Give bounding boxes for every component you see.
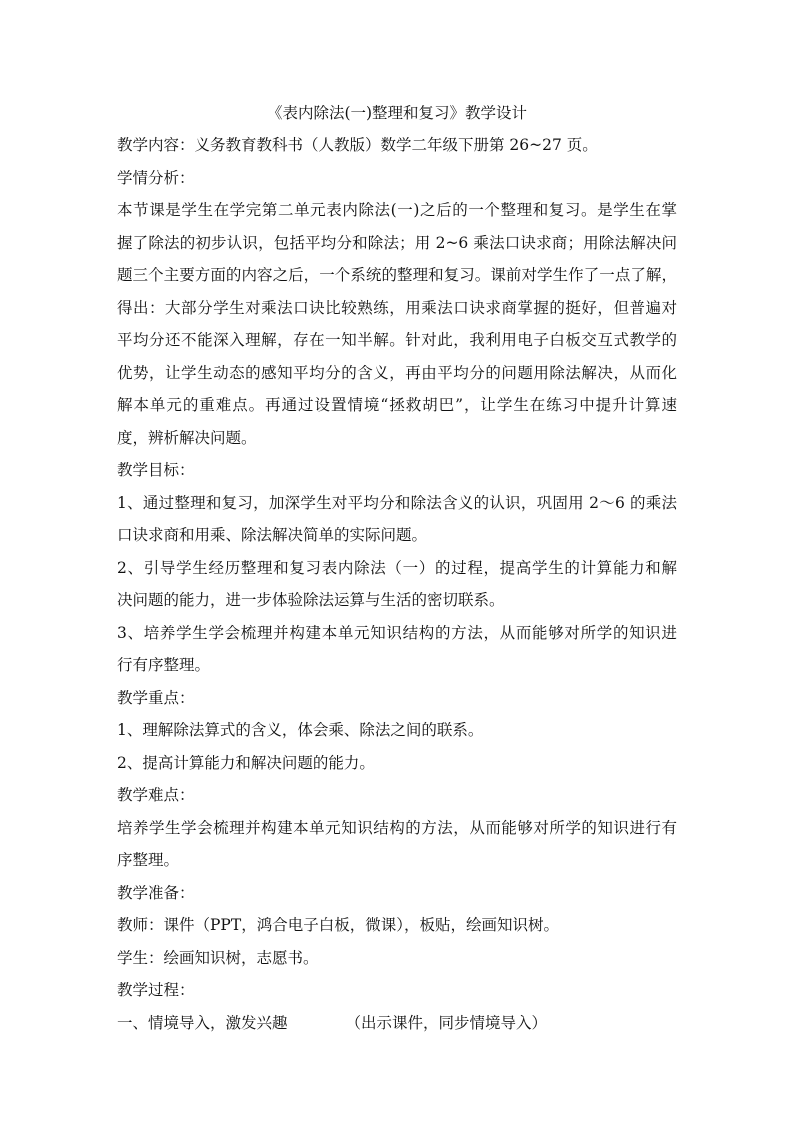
key-point-1: 1、理解除法算式的含义，体会乘、除法之间的联系。: [117, 721, 484, 739]
goal-2-line: 决问题的能力，进一步体验除法运算与生活的密切联系。: [117, 591, 505, 609]
document-body: [117, 129, 677, 1039]
analysis-line: 得出：大部分学生对乘法口诀比较熟练，用乘法口诀求商掌握的挺好，但普遍对: [117, 298, 677, 317]
key-points-heading: 教学重点：: [117, 688, 195, 707]
goal-2-line: 2、引导学生经历整理和复习表内除法（一）的过程，提高学生的计算能力和解: [117, 558, 677, 577]
preparation-teacher: 教师：课件（PPT，鸿合电子白板，微课），板贴，绘画知识树。: [117, 916, 559, 934]
process-heading: 教学过程：: [117, 981, 195, 999]
step-1-title: 一、情境导入，激发兴趣: [117, 1013, 288, 1032]
analysis-line: 本节课是学生在学完第二单元表内除法(一)之后的一个整理和复习。是学生在掌: [117, 201, 677, 219]
goal-3-line: 3、培养学生学会梳理并构建本单元知识结构的方法，从而能够对所学的知识进: [117, 623, 677, 642]
key-point-2: 2、提高计算能力和解决问题的能力。: [117, 753, 375, 772]
preparation-heading: 教学准备：: [117, 883, 195, 902]
step-1-line: [117, 1007, 677, 1040]
analysis-line: 度，辨析解决问题。: [117, 428, 257, 447]
difficulty-line: 序整理。: [117, 851, 180, 869]
step-1-note: （出示课件，同步情境导入）: [345, 1013, 548, 1032]
analysis-line: 题三个主要方面的内容之后，一个系统的整理和复习。课前对学生作了一点了解，: [117, 266, 677, 284]
analysis-line: 解本单元的重难点。再通过设置情境“拯救胡巴”，让学生在练习中提升计算速: [117, 396, 677, 414]
document-title: 《表内除法(一)整理和复习》教学设计: [266, 104, 528, 122]
analysis-heading: 学情分析：: [117, 168, 195, 187]
analysis-line: 优势，让学生动态的感知平均分的含义，再由平均分的问题用除法解决，从而化: [117, 363, 677, 382]
goal-1-line: 1、通过整理和复习，加深学生对平均分和除法含义的认识，巩固用 2～6 的乘法: [117, 493, 677, 512]
goal-1-line: 口诀求商和用乘、除法解决简单的实际问题。: [117, 526, 428, 544]
difficulty-heading: 教学难点：: [117, 786, 195, 804]
difficulty-line: 培养学生学会梳理并构建本单元知识结构的方法，从而能够对所学的知识进行有: [117, 818, 677, 837]
analysis-line: 握了除法的初步认识，包括平均分和除法；用 2~6 乘法口诀求商；用除法解决问: [117, 233, 677, 252]
goal-3-line: 行有序整理。: [117, 656, 211, 674]
preparation-student: 学生：绘画知识树，志愿书。: [117, 948, 319, 967]
teaching-content-line: 教学内容：义务教育教科书（人教版）数学二年级下册第 26~27 页。: [117, 136, 598, 154]
analysis-line: 平均分还不能深入理解，存在一知半解。针对此，我利用电子白板交互式教学的: [117, 331, 677, 349]
goals-heading: 教学目标：: [117, 461, 195, 479]
